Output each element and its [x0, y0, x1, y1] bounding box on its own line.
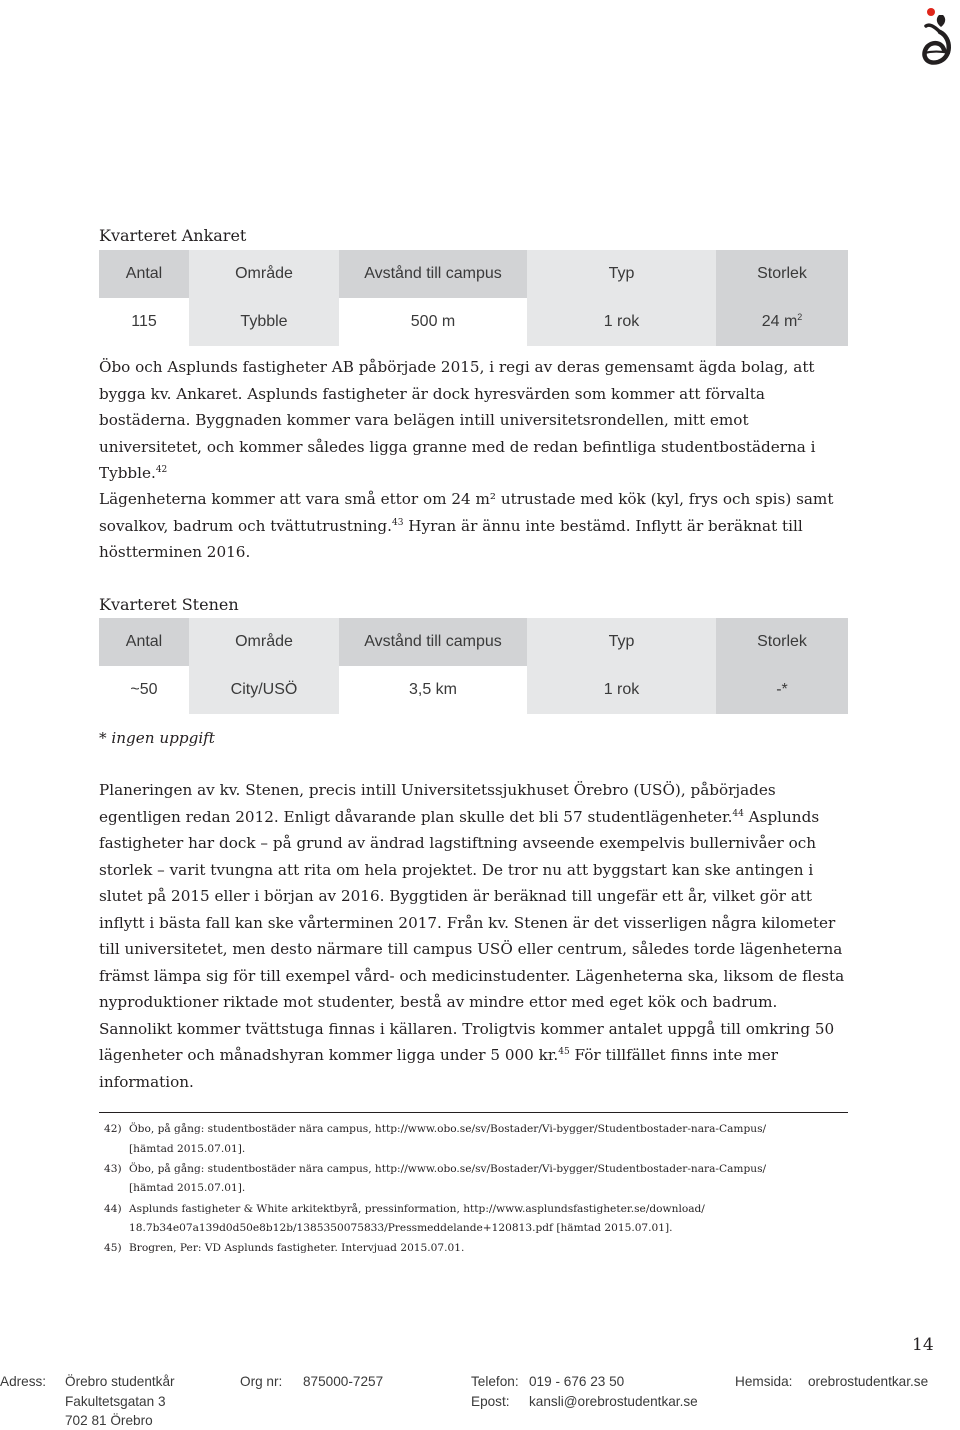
footnote-text: 18.7b34e07a139d0d50e8b12b/1385350075833/Pressmeddelande+120813.pdf [hämtad 2015.07.01].	[129, 1222, 673, 1235]
footnote-text: [hämtad 2015.07.01].	[129, 1142, 246, 1155]
cell-storlek	[716, 298, 848, 346]
table-header-row	[99, 250, 848, 298]
table-note: * ingen uppgift	[99, 729, 215, 747]
footnote-item	[104, 1200, 844, 1239]
cell-storlek-value: 24 m	[761, 313, 798, 330]
paragraph-ankaret-details	[99, 486, 851, 566]
footnote-item	[104, 1239, 844, 1259]
footnote-ref-45: 45	[558, 1047, 570, 1057]
footer-address-line: Fakultetsgatan 3	[65, 1394, 166, 1409]
cell-omrade: City/USÖ	[189, 666, 339, 714]
cell-avstand: 500 m	[339, 298, 527, 346]
paragraph-text: Asplunds fastigheter har dock – på grund av ändrad lagstiftning avseende exempelvis bullernivåer och storlek – varit tvungna att rita om hela projektet. De tror nu att byggstart kan ske antingen i slutet på 2015 eller i början av 2016. Byggtiden är beräknad till ungefär ett år, vilket gör att inflytt i bästa fall kan ske vårterminen 2017. Från kv. Stenen är det visserligen några kilometer till universitetet, men desto närmare till campus USÖ eller centrum, således torde lägenheterna främst lämpa sig för till exempel vård- och medicinstudenter. Lägenheterna ska, liksom de flesta nyproduktioner riktade mot studenter, bestå av mindre ettor med eget kök och badrum. Sannolikt kommer tvättstuga finnas i källaren. Troligtvis kommer antalet uppgå till omkring 50 lägenheter och månadshyran kommer ligga under 5 000 kr.	[99, 807, 845, 1064]
footer-phone-value: 019 - 676 23 50	[529, 1374, 625, 1389]
cell-storlek-sup: 2	[797, 312, 803, 322]
footnote-number: 43)	[104, 1162, 122, 1175]
cell-antal: ~50	[99, 666, 189, 714]
cell-avstand: 3,5 km	[339, 666, 527, 714]
ankaret-table	[99, 250, 848, 346]
paragraph-text: För tillfället finns inte mer information.	[99, 1046, 778, 1091]
header-storlek: Storlek	[716, 618, 848, 666]
footnote-item	[104, 1120, 844, 1159]
footnote-text: Öbo, på gång: studentbostäder nära campus, http://www.obo.se/sv/Bostader/Vi-bygger/Studentbostader-nara-Campus/	[129, 1162, 767, 1175]
header-antal: Antal	[99, 250, 189, 298]
cell-storlek: -*	[716, 666, 848, 714]
footer-phone-label: Telefon:	[471, 1374, 519, 1389]
footer-org-label: Org nr:	[240, 1374, 283, 1389]
header-typ: Typ	[527, 250, 716, 298]
paragraph-ankaret-intro	[99, 354, 851, 487]
footer-web-label: Hemsida:	[735, 1374, 793, 1389]
footnote-item	[104, 1160, 844, 1199]
footnote-number: 42)	[104, 1123, 122, 1135]
table-row	[99, 298, 848, 346]
footnote-divider	[99, 1112, 848, 1113]
section-title-ankaret: Kvarteret Ankaret	[99, 226, 247, 245]
footer-org-value: 875000-7257	[303, 1374, 384, 1389]
footer-address-line: Örebro studentkår	[65, 1374, 175, 1389]
footnote-ref-43: 43	[391, 517, 404, 528]
footnote-ref-42: 42	[155, 465, 168, 475]
footnote-ref-44: 44	[732, 808, 744, 819]
stenen-table	[99, 618, 848, 714]
footnote-text: [hämtad 2015.07.01].	[129, 1182, 246, 1195]
cell-typ: 1 rok	[527, 298, 716, 346]
paragraph-text: Planeringen av kv. Stenen, precis intill Universitetssjukhuset Örebro (USÖ), påbörjades egentligen redan 2012. Enligt dåvarande plan skulle det bli 57 studentlägenheter.	[99, 781, 776, 826]
footer-email-label: Epost:	[471, 1394, 510, 1409]
page-number: 14	[912, 1335, 934, 1355]
footer-address-line: 702 81 Örebro	[65, 1413, 153, 1428]
header-typ: Typ	[527, 618, 716, 666]
table-row	[99, 666, 848, 714]
orebro-studentkar-logo-icon	[918, 6, 958, 68]
footer-email-link[interactable]: kansli@orebrostudentkar.se	[529, 1394, 698, 1409]
footnote-number: 45)	[104, 1242, 122, 1255]
header-avstand: Avstånd till campus	[339, 618, 527, 666]
section-title-stenen: Kvarteret Stenen	[99, 595, 239, 614]
footer-web-link[interactable]: orebrostudentkar.se	[808, 1374, 929, 1389]
cell-antal: 115	[99, 298, 189, 346]
table-header-row	[99, 618, 848, 666]
cell-omrade: Tybble	[189, 298, 339, 346]
header-omrade: Område	[189, 618, 339, 666]
footer-address-label: Adress:	[0, 1374, 47, 1389]
footnote-text: Öbo, på gång: studentbostäder nära campus, http://www.obo.se/sv/Bostader/Vi-bygger/Studentbostader-nara-Campus/	[129, 1123, 767, 1135]
footnote-list	[104, 1120, 844, 1260]
paragraph-text: Hyran är ännu inte bestämd. Inflytt är beräknat till höstterminen 2016.	[99, 516, 803, 561]
footnote-number: 44)	[104, 1202, 122, 1215]
header-avstand: Avstånd till campus	[339, 250, 527, 298]
paragraph-text: Lägenheterna kommer att vara små ettor om 24 m² utrustade med kök (kyl, frys och spis) samt sovalkov, badrum och tvättutrustning.	[99, 490, 834, 535]
header-antal: Antal	[99, 618, 189, 666]
paragraph-stenen	[99, 777, 851, 1095]
footnote-text: Brogren, Per: VD Asplunds fastigheter. Intervjuad 2015.07.01.	[129, 1242, 465, 1255]
header-omrade: Område	[189, 250, 339, 298]
footnote-text: Asplunds fastigheter & White arkitektbyrå, pressinformation, http://www.asplundsfastigheter.se/download/	[129, 1202, 705, 1215]
paragraph-text: Öbo och Asplunds fastigheter AB påbörjade 2015, i regi av deras gemensamt ägda bolag, att bygga kv. Ankaret. Asplunds fastigheter är dock hyresvärden som kommer att förvalta bostäderna. Byggnaden kommer vara belägen intill universitetsrondellen, mitt emot universitetet, och kommer således ligga granne med de redan befintliga studentbostäderna i Tybble.	[99, 358, 816, 482]
header-storlek: Storlek	[716, 250, 848, 298]
cell-typ: 1 rok	[527, 666, 716, 714]
